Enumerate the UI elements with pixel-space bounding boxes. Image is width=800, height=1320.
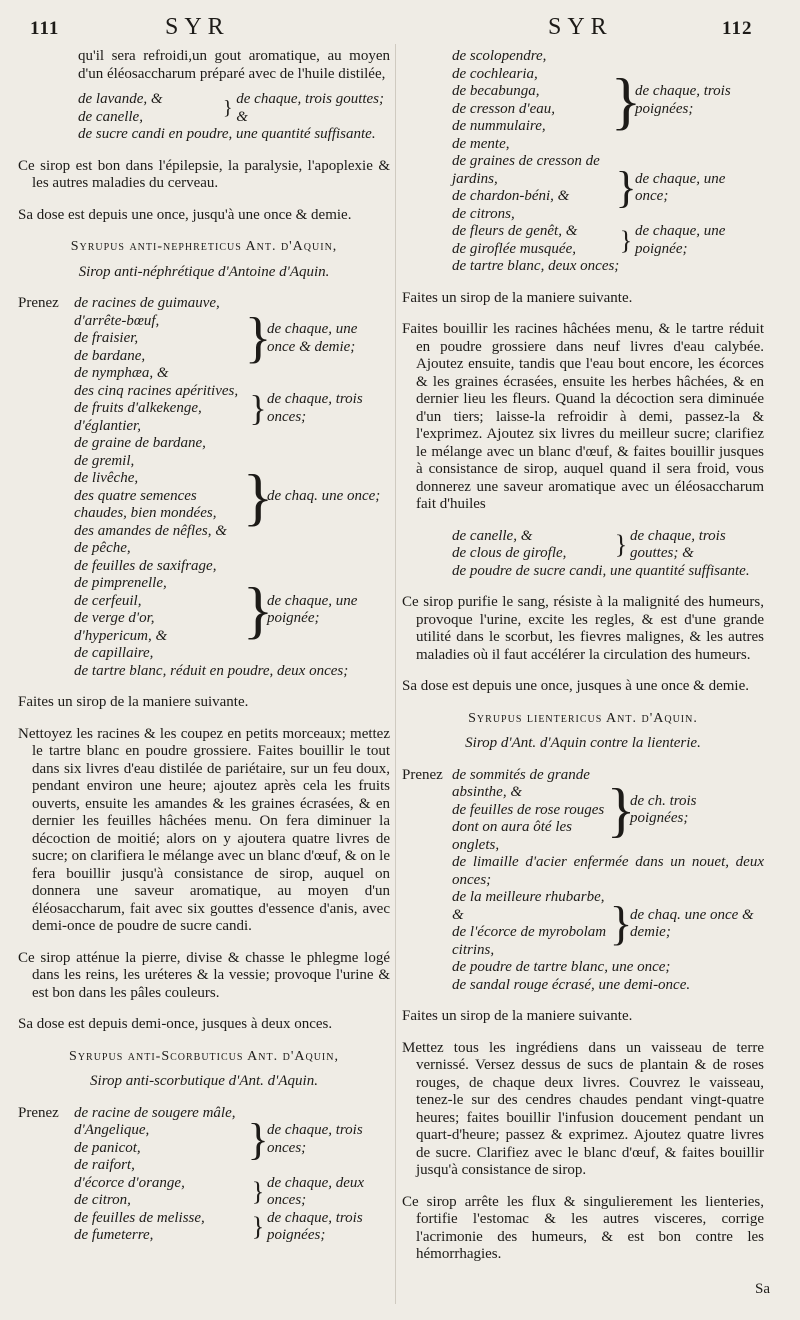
ingredient: de feuilles de melisse, [74, 1209, 205, 1226]
ingredient-group [18, 1210, 390, 1245]
ingredient-list [74, 558, 249, 663]
quantity: de chaq. une once & demie; [630, 906, 754, 940]
ingredient: de capillaire, [74, 645, 154, 661]
ingredient-tail: de sandal rouge écrasé, une demi-once. [452, 976, 691, 993]
ingredient: de graines de cresson de jardins, [452, 153, 600, 187]
ingredient-list [452, 48, 617, 153]
ingredient-group [18, 558, 390, 663]
ingredient: des amandes de nêfles, & [74, 522, 227, 539]
section-title: Syrupus anti-Scorbuticus Ant. d'Aquin, [69, 1048, 339, 1064]
left-column [18, 48, 390, 1245]
ingredient: de feuilles de rose rouges dont on aura ôté les onglets, [452, 801, 605, 853]
quantity: de chaque, trois gouttes; & [236, 91, 385, 125]
left-running-head: SYR [165, 14, 230, 40]
ingredient-list [452, 153, 617, 223]
dose-line: Sa dose est depuis une once, jusqu'à une once & demie. [18, 206, 352, 223]
ingredient: de panicot, [74, 1139, 141, 1156]
brace: } [247, 1114, 269, 1164]
right-running-head: SYR [548, 14, 613, 40]
quantity: de chaque, trois onces; [267, 391, 363, 425]
brace: } [242, 574, 274, 646]
ingredient-group [18, 383, 390, 436]
ingredient-group [18, 91, 390, 126]
section-title: Syrupus lientericus Ant. d'Aquin. [468, 710, 698, 726]
dose-line: Sa dose est depuis une once, jusques à une once & demie. [402, 678, 749, 694]
ingredient: de canelle, [78, 108, 143, 125]
method-paragraph: Faites bouillir les racines hâchées menu, & le tartre réduit en poudre grossiere dans neuf livres d'eau calybée. Ajoutez ensuite, tandis que l'eau bout encore, les écorces & les graines écrasées, ensuite les herbes hâchées, & en dernier lieu les fleurs. Quand la décoction sera diminuée d'un tiers; laisse-la refroidir à demi, passez-la & l'exprimez. Ajoutez six livres du meilleur sucre; clarifiez le mélange avec un blanc d'œuf, & faites bouillir jusques à consistance de sirop, auquel quand il sera froid, vous donnerez une saveur aromatique avec un éléosaccharum fait d'huiles [402, 321, 764, 512]
ingredient-group [402, 767, 764, 855]
ingredient: d'écorce d'orange, [74, 1174, 185, 1191]
ingredient-group [402, 153, 764, 223]
right-header [722, 14, 752, 41]
right-page-number: 112 [722, 18, 753, 39]
ingredient-tail: de limaille d'acier enfermée dans un nouet, deux onces; [452, 854, 764, 888]
quantity: de chaque, trois gouttes; & [630, 527, 726, 561]
ingredient: de mente, [452, 135, 510, 152]
brace: } [249, 388, 267, 428]
ingredient-group [402, 528, 764, 563]
section-title: Syrupus anti-nephreticus Ant. d'Aquin, [70, 239, 338, 254]
prenez-label: Prenez [18, 1104, 59, 1121]
ingredient-group [18, 1105, 390, 1175]
ingredient: d'hypericum, & [74, 627, 168, 644]
paragraph: Ce sirop est bon dans l'épilepsie, la paralysie, l'apoplexie & les autres maladies du cerveau. [18, 157, 390, 191]
ingredient-list [452, 889, 612, 959]
prenez-label: Prenez [18, 295, 59, 311]
brace: } [251, 1212, 265, 1242]
section-subtitle: Sirop d'Ant. d'Aquin contre la lienterie. [465, 735, 701, 751]
ingredient-list [78, 91, 219, 126]
ingredient: de scolopendre, [452, 48, 547, 64]
quantity: de chaque, une poignée; [267, 592, 358, 626]
ingredient-group [402, 889, 764, 959]
ingredient-tail: de sucre candi en poudre, une quantité suffisante. [78, 126, 376, 142]
ingredient: de l'écorce de myrobolam citrins, [452, 924, 607, 958]
ingredient-group [402, 223, 764, 258]
brace: } [606, 776, 636, 843]
brace: } [619, 225, 633, 255]
ingredient: de giroflée musquée, [452, 240, 576, 257]
ingredient: de racines de guimauve, [74, 295, 220, 311]
quantity: de chaque, trois onces; [267, 1122, 363, 1156]
ingredient: de fraisier, [74, 330, 139, 346]
ingredient: de nummulaire, [452, 118, 546, 134]
dose-line: Sa dose est depuis demi-once, jusques à deux onces. [18, 1016, 333, 1032]
use-paragraph: Ce sirop arrête les flux & singulierement les lienteries, fortifie l'estomac & les autres visceres, corrige l'acrimonie des humeurs, & est bon contre les hémorrhagies. [402, 1193, 764, 1262]
brace: } [244, 307, 272, 369]
column-divider [395, 44, 396, 1304]
ingredient-tail: de tartre blanc, réduit en poudre, deux onces; [74, 662, 349, 679]
method-heading: Faites un sirop de la maniere suivante. [402, 289, 633, 306]
right-column [402, 48, 764, 1264]
quantity: de chaq. une once; [267, 487, 381, 504]
ingredient-list [74, 383, 249, 436]
ingredient: de lavande, & [78, 91, 163, 107]
ingredient: de cochlearia, [452, 65, 538, 82]
ingredient-tail: de tartre blanc, deux onces; [452, 258, 620, 274]
ingredient: de bardane, [74, 347, 146, 364]
use-paragraph: Ce sirop purifie le sang, résiste à la malignité des humeurs, provoque l'urine, excite les regles, & est d'une grande utilité dans le scorbut, les fievres malignes, & les autres maladies où il faut accélérer la circulation des humeurs. [402, 594, 764, 663]
ingredient: de raifort, [74, 1157, 135, 1173]
ingredient: de racine de sougere mâle, [74, 1104, 236, 1121]
ingredient: de becabunga, [452, 83, 540, 99]
ingredient: de fumeterre, [74, 1227, 154, 1243]
quantity: de chaque, une once; [635, 170, 726, 204]
ingredient: de clous de girofle, [452, 545, 567, 561]
ingredient: de la meilleure rhubarbe, & [452, 889, 605, 923]
left-page-number: 111 [30, 18, 60, 39]
ingredient: de nymphæa, & [74, 365, 169, 381]
ingredient: de citron, [74, 1192, 131, 1208]
brace: } [251, 1177, 265, 1207]
ingredient-list [74, 435, 249, 558]
ingredient-group [402, 48, 764, 153]
ingredient: de pimprenelle, [74, 575, 167, 591]
ingredient: d'Angelique, [74, 1122, 150, 1138]
brace: } [222, 96, 233, 119]
brace: } [614, 530, 628, 560]
ingredient-list [452, 223, 617, 258]
ingredient: de fruits d'alkekenge, [74, 400, 202, 416]
method-heading: Faites un sirop de la maniere suivante. [18, 694, 249, 710]
ingredient-list [452, 767, 612, 855]
ingredient-list [452, 528, 612, 563]
ingredient: de verge d'or, [74, 610, 155, 626]
ingredient: de pêche, [74, 540, 131, 556]
brace: } [615, 163, 637, 213]
ingredient-group [18, 295, 390, 383]
use-paragraph: Ce sirop atténue la pierre, divise & chasse le phlegme logé dans les reins, les uréteres & la vessie; provoque l'urine & est bon dans les pâles couleurs. [18, 949, 390, 1001]
ingredient: des quatre semences chaudes, bien mondées, [74, 487, 217, 521]
quantity: de chaque, une poignée; [635, 223, 726, 257]
ingredient: de citrons, [452, 205, 515, 222]
ingredient-list [74, 1210, 249, 1245]
quantity: de ch. trois poignées; [630, 792, 697, 827]
prenez-label: Prenez [402, 766, 443, 783]
ingredient: de cerfeuil, [74, 592, 142, 609]
ingredient: de gremil, [74, 452, 135, 469]
brace: } [610, 64, 642, 136]
ingredient-tail: de poudre de tartre blanc, une once; [452, 959, 671, 975]
section-subtitle: Sirop anti-néphrétique d'Antoine d'Aquin. [78, 263, 330, 280]
section-subtitle: Sirop anti-scorbutique d'Ant. d'Aquin. [90, 1073, 318, 1089]
ingredient: d'églantier, [74, 417, 141, 434]
paragraph: qu'il sera refroidi,un gout aromatique, au moyen d'un éléosaccharum préparé avec de l'huile distilée, [78, 48, 390, 82]
method-paragraph: Mettez tous les ingrédiens dans un vaisseau de terre vernissé. Versez dessus de sucs de plantain & de roses rouges, de chaque deux livres. Couvrez le vaisseau, tenez-le sur des cendres chaudes pendant vingt-quatre heures; faites bouillir l'infusion doucement pendant un quart-d'heure; passez & exprimez. Ajoutez quatre livres de sucre. Clarifiez avec le blanc d'œuf, & faites bouillir jusqu'à consistance de sirop. [402, 1039, 764, 1178]
ingredient: des cinq racines apéritives, [74, 382, 239, 399]
ingredient-list [74, 1105, 249, 1175]
quantity: de chaque, trois poignées; [635, 83, 731, 117]
method-heading: Faites un sirop de la maniere suivante. [402, 1008, 633, 1024]
ingredient: de graine de bardane, [74, 435, 206, 451]
ingredient: de sommités de grande absinthe, & [452, 766, 590, 800]
quantity: de chaque, deux onces; [267, 1174, 365, 1208]
ingredient: de fleurs de genêt, & [452, 223, 578, 239]
ingredient: de livêche, [74, 470, 139, 486]
brace: } [609, 897, 633, 951]
ingredient: de feuilles de saxifrage, [74, 557, 217, 574]
ingredient-list [74, 1175, 249, 1210]
ingredient-group [18, 435, 390, 558]
ingredient: de canelle, & [452, 527, 533, 544]
ingredient: de cresson d'eau, [452, 100, 556, 117]
ingredient-tail: de poudre de sucre candi, une quantité suffisante. [452, 562, 750, 579]
method-paragraph: Nettoyez les racines & les coupez en petits morceaux; mettez le tartre blanc en poudre grossiere. Faites bouillir le tout dans six livres d'eau distilée de pariétaire, sur un feu doux, pendant environ une heure; ajoutez après cela les fruits ouverts, ensuite les amandes & les graines écrasées, & en dernier les feuilles hâchées menu. On fera diminuer la décoction de moitié; alors on y ajoutera quatre livres de sucre; on clarifiera le mélange avec un blanc d'œuf, & on le fera bouillir jusqu'à consistance de sirop, auquel on donnera une saveur aromatique, au moyen d'un éléosaccharum, fait avec six gouttes d'essence d'anis, avec demi-once de poudre de sucre candi. [18, 725, 390, 934]
ingredient-list [74, 295, 249, 383]
left-header [30, 14, 59, 41]
ingredient: de chardon-béni, & [452, 188, 570, 204]
quantity: de chaque, une once & demie; [267, 321, 358, 355]
catchword: Sa [755, 1281, 770, 1297]
brace: } [242, 460, 274, 532]
quantity: de chaque, trois poignées; [267, 1209, 363, 1243]
ingredient: d'arrête-bœuf, [74, 312, 160, 329]
ingredient-group [18, 1175, 390, 1210]
